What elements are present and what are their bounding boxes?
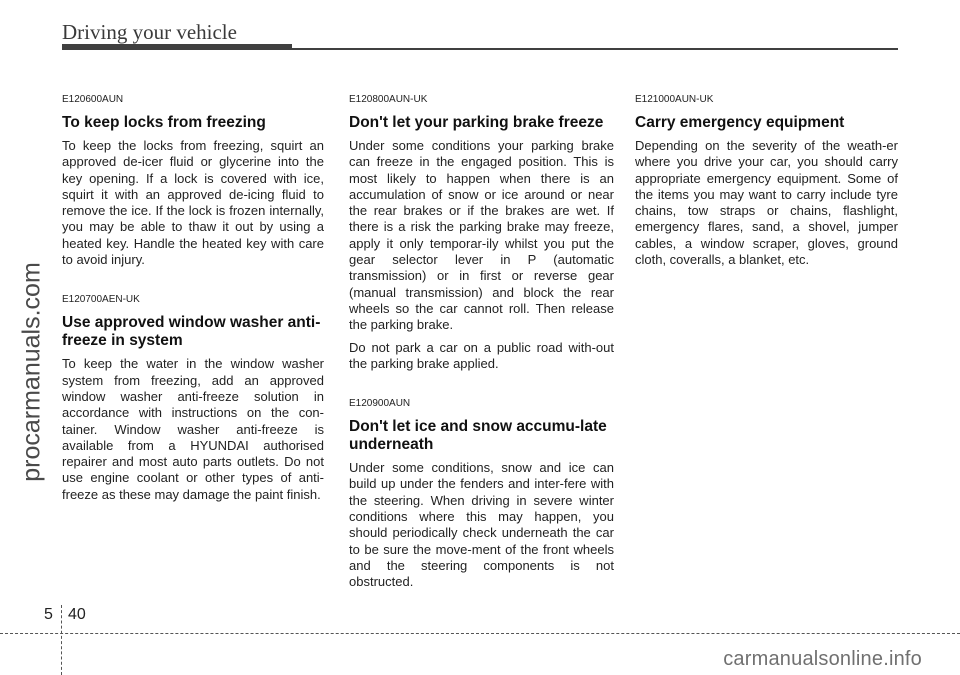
content-column-3 — [635, 94, 898, 274]
section-emergency-equipment — [635, 94, 898, 268]
section-title: Use approved window washer anti-freeze in system — [62, 314, 321, 350]
page-header-title: Driving your vehicle — [62, 20, 237, 44]
section-parking-brake — [349, 94, 614, 372]
section-paragraph: To keep the locks from freezing, squirt an approved de-icer fluid or glycerine into the key opening. If a lock is covered with ice, squirt it with an approved de-icing fluid to remove the ice. If the lock is frozen internally, you may be able to thaw it out by using a heated key. Handle the heated key with care to avoid injury. — [62, 138, 324, 268]
section-ice-snow — [349, 398, 614, 590]
footer-dashed-divider — [61, 605, 62, 675]
section-title: To keep locks from freezing — [62, 114, 266, 131]
section-code: E120600AUN — [62, 94, 124, 105]
section-code: E121000AUN-UK — [635, 94, 714, 105]
footer-dashed-rule — [0, 633, 960, 634]
section-paragraph: Under some conditions your parking brake can freeze in the engaged position. This is most likely to happen when there is an accumulation of snow or ice around or near the rear brakes or if the brakes are wet. If there is a risk the parking brake may freeze, apply it only temporar-ily whilst you put the gear selector lever in P (automatic transmission) or in first or reverse gear (manual transmission) and block the rear wheels so the car cannot roll. Then release the parking brake. — [349, 138, 614, 333]
section-washer-antifreeze — [62, 294, 324, 503]
section-lock-freezing — [62, 94, 324, 268]
header-accent-bar — [62, 44, 292, 50]
section-code: E120900AUN — [349, 398, 411, 410]
content-column-1 — [62, 94, 324, 509]
section-paragraph: Under some conditions, snow and ice can build up under the fenders and inter-fere with the steering. When driving in severe winter conditions where this may happen, you should periodically check underneath the car to be sure the move-ment of the front wheels and the steering components is not obstructed. — [349, 460, 614, 590]
section-title: Carry emergency equipment — [635, 114, 845, 131]
bottom-watermark: carmanualsonline.info — [723, 648, 922, 670]
section-paragraph: Depending on the severity of the weath-er where you drive your car, you should carry appropriate emergency equipment. Some of the items you may want to carry include tyre chains, tow straps or chains, flashlight, emergency flares, sand, a shovel, jumper cables, a window scraper, gloves, ground cloth, coveralls, a blanket, etc. — [635, 138, 898, 268]
section-paragraph: To keep the water in the window washer system from freezing, add an approved window washer anti-freeze solution in accordance with instructions on the con-tainer. Window washer anti-freeze is available from a HYUNDAI authorised repairer and most auto parts outlets. Do not use engine coolant or other types of anti-freeze as these may damage the paint finish. — [62, 356, 324, 502]
section-code: E120800AUN-UK — [349, 94, 428, 105]
page-number: 40 — [68, 606, 86, 623]
side-watermark: procarmanuals.com — [17, 262, 46, 482]
section-code: E120700AEN-UK — [62, 294, 140, 306]
header-rule — [292, 48, 898, 50]
chapter-number: 5 — [44, 606, 53, 623]
section-title: Don't let ice and snow accumu-late underneath — [349, 418, 607, 454]
section-title: Don't let your parking brake freeze — [349, 114, 604, 131]
section-paragraph: Do not park a car on a public road with-out the parking brake applied. — [349, 339, 614, 371]
content-column-2 — [349, 94, 614, 597]
